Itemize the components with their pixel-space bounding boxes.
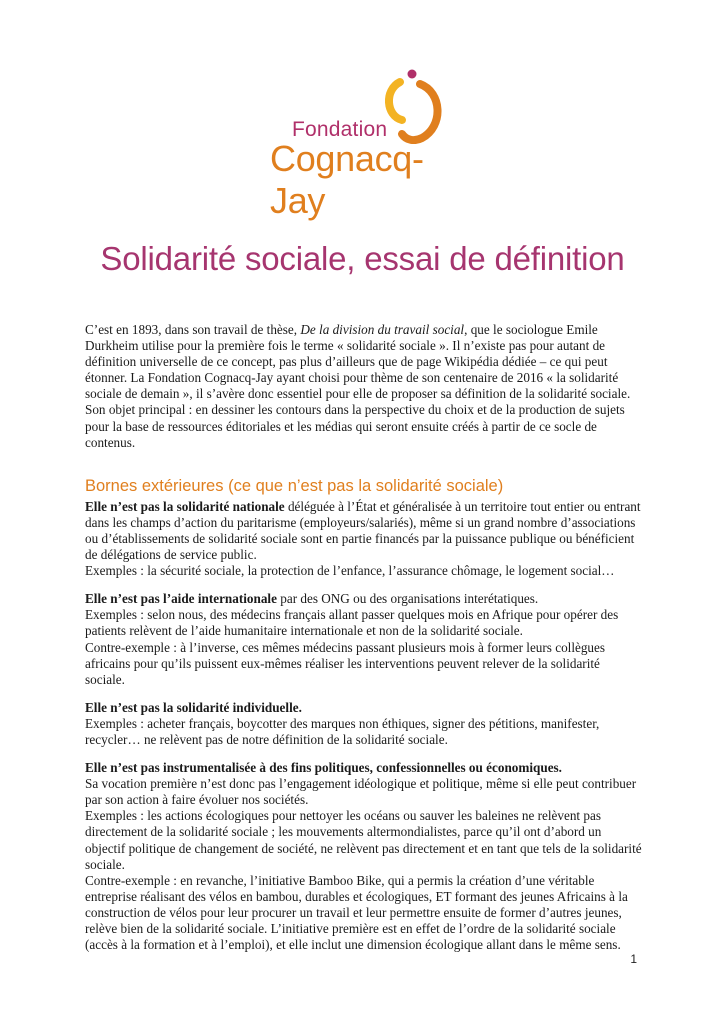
block-detail: Exemples : acheter français, boycotter des marques non éthiques, signer des pétitions, manifester, recycler… ne relèvent pas de notre définition de la solidarité sociale. (85, 715, 600, 747)
block-detail: Exemples : la sécurité sociale, la protection de l’enfance, l’assurance chômage, le logement social… (85, 563, 615, 579)
block-heading: Elle n’est pas la solidarité nationale (85, 498, 285, 514)
block-statement (85, 499, 643, 563)
intro-text-start: C’est en 1893, dans son travail de thèse, (85, 322, 301, 337)
document-body (85, 322, 643, 965)
block-statement-text: déléguée à l’État et généralisée à un territoire tout entier ou entrant dans les champs d’action du paritarisme (employeurs/salariés), même si un grand nombre d’associations ou d’établissements de solidarité sociale sont en partie financés par la puissance publique ou bénéficient de délégations de service public. (85, 498, 641, 563)
block-statement-text: par des ONG ou des organisations interétatiques. (276, 591, 539, 607)
foundation-logo (270, 68, 470, 221)
block-detail: Exemples : selon nous, des médecins français allant passer quelques mois en Afrique pour opérer des patients relèvent de l’aide humanitaire internationale et non de la solidarité sociale. (85, 607, 619, 639)
block-heading: Elle n’est pas instrumentalisée à des fins politiques, confessionnelles ou économiques. (85, 760, 562, 776)
block-detail: Contre-exemple : à l’inverse, ces mêmes médecins passant plusieurs mois à former leurs collègues africains pour qu’ils puissent eux-mêmes réaliser les interventions peuvent relever de la solidarité sociale. (85, 639, 606, 687)
block-heading: Elle n’est pas la solidarité individuelle. (85, 699, 302, 715)
page-number: 1 (630, 952, 637, 966)
block-detail: Contre-exemple : en revanche, l’initiative Bamboo Bike, qui a permis la création d’une véritable entreprise réalisant des vélos en bambou, durables et écologiques, ET formant des jeunes Africains à la construction de vélos pour leur procurer un travail et leur permettre ensuite de former d’autres jeunes, relève bien de la solidarité sociale. L’initiative première est en effet de l’ordre de la solidarité sociale (accès à la formation et à l’emploi), et elle inclut une dimension écologique allant dans le même sens. (85, 872, 628, 953)
block-statement (85, 700, 643, 716)
block-detail: Exemples : les actions écologiques pour nettoyer les océans ou sauver les baleines ne relèvent pas directement de la solidarité sociale ; les mouvements altermondialistes, parce qu’il ont d’abord un objectif politique de changement de société, ne relèvent pas directement et en tant que tels de la solidarité sociale. (85, 808, 642, 872)
intro-paragraph (85, 322, 643, 451)
block-statement (85, 591, 643, 607)
book-title: De la division du travail social (300, 322, 465, 337)
definition-blocks (85, 499, 643, 953)
definition-block (85, 499, 643, 579)
logo-text-cognacq-jay: Cognacq-Jay (270, 138, 424, 221)
definition-block (85, 700, 643, 748)
logo-mark-icon (378, 68, 448, 144)
definition-block (85, 760, 643, 953)
definition-block (85, 591, 643, 688)
block-statement (85, 760, 643, 776)
block-detail: Sa vocation première n’est donc pas l’engagement idéologique et politique, même si elle peut contribuer par son action à faire évoluer nos sociétés. (85, 776, 637, 808)
page-title: Solidarité sociale, essai de définition (100, 240, 625, 277)
block-heading: Elle n’est pas l’aide internationale (85, 591, 277, 607)
logo-text-fondation: Fondation (292, 118, 388, 141)
intro-text-end: , que le sociologue Emile Durkheim utilise pour la première fois le terme « solidarité sociale ». Il n’existe pas pour autant de définition universelle de ce concept, pas plus d’ailleurs que de page Wikipédia dédiée – ce qui peut étonner. La Fondation Cognacq-Jay ayant choisi pour thème de son centenaire de 2016 « la solidarité sociale de demain », il s’avère donc essentiel pour elle de proposer sa définition de la solidarité sociale. Son objet principal : en dessiner les contours dans la perspective du choix et de la production de sujets pour la base de ressources éditoriales et les médias qui seront ensuite créés à partir de ce socle de contenus. (85, 322, 631, 450)
section-heading: Bornes extérieures (ce que n’est pas la solidarité sociale) (85, 476, 504, 495)
